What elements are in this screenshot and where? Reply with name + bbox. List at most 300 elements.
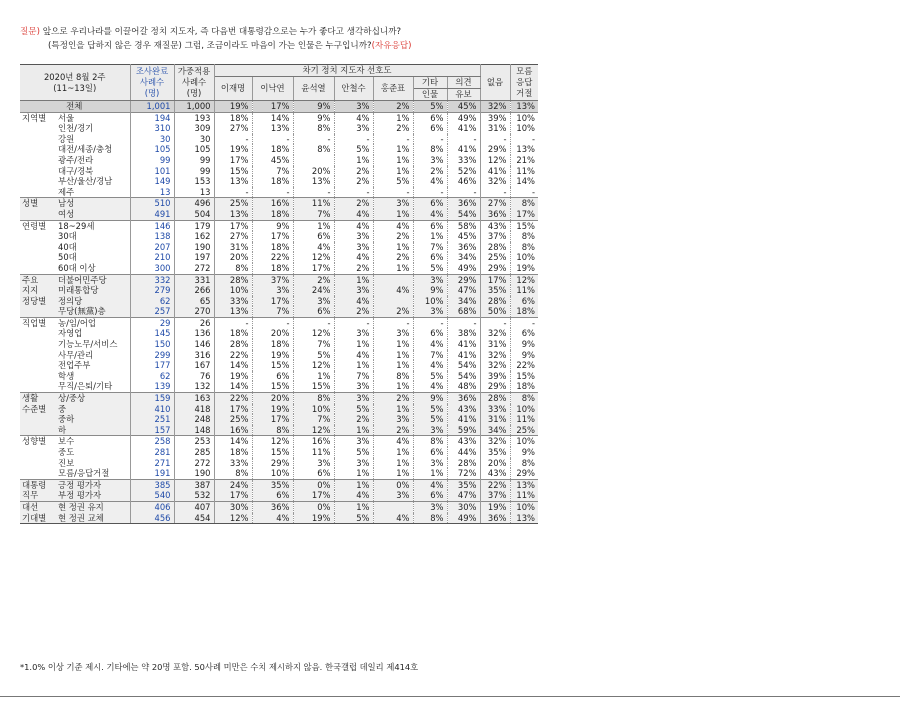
sample-size-cell: 491 [130,209,174,220]
value-cell: 8% [510,198,538,209]
value-cell: 15% [214,166,252,177]
value-cell: 10% [510,112,538,123]
row-group-label [20,328,56,339]
value-cell: 4% [252,513,293,524]
value-cell: 22% [214,393,252,404]
value-cell: 18% [510,306,538,317]
value-cell: 18% [252,176,293,187]
value-cell: 6% [510,328,538,339]
value-cell: 29% [447,274,480,285]
value-cell: 1% [293,220,334,231]
value-cell: 27% [214,123,252,134]
sample-size-cell: 1,001 [130,101,174,113]
weighted-size-cell: 13 [174,187,214,198]
value-cell: 10% [252,468,293,479]
value-cell: 20% [252,328,293,339]
value-cell: 9% [510,339,538,350]
sample-size-cell: 510 [130,198,174,209]
sample-size-cell: 310 [130,123,174,134]
value-cell: 3% [334,328,373,339]
value-cell: - [510,317,538,328]
value-cell: 12% [293,425,334,436]
other-person-header: 기타 [413,77,447,89]
value-cell: 31% [480,414,510,425]
value-cell: 28% [214,274,252,285]
value-cell: 32% [480,176,510,187]
value-cell: 4% [334,252,373,263]
period-label: 2020년 8월 2주 [43,71,106,82]
value-cell: 5% [413,371,447,382]
value-cell: 2% [373,425,413,436]
sample-size-cell: 257 [130,306,174,317]
value-cell: 4% [413,381,447,392]
value-cell: - [214,187,252,198]
row-label: 기능노무/서비스 [58,339,118,350]
weighted-size-cell: 266 [174,285,214,296]
table-row [20,285,538,296]
value-cell: 27% [480,198,510,209]
weighted-size-cell: 146 [174,339,214,350]
row-group-label: 대선 [20,501,56,512]
weighted-size-cell: 270 [174,306,214,317]
value-cell: 4% [334,490,373,501]
value-cell: 2% [293,274,334,285]
value-cell: 8% [293,123,334,134]
row-label: 현 정권 교체 [56,513,130,524]
value-cell: 47% [447,285,480,296]
value-cell: 6% [413,328,447,339]
value-cell: 28% [214,339,252,350]
weighted-size-cell: 148 [174,425,214,436]
value-cell: 5% [413,263,447,274]
value-cell: 4% [373,513,413,524]
value-cell: 14% [214,436,252,447]
row-label: 긍정 평가자 [56,479,130,490]
table-row [20,339,538,350]
value-cell: 6% [413,220,447,231]
weighted-size-cell: 454 [174,513,214,524]
row-group-label: 연령별 [20,220,56,231]
value-cell: 36% [480,513,510,524]
value-cell: 14% [510,176,538,187]
value-cell: 7% [293,209,334,220]
value-cell: 17% [214,490,252,501]
value-cell: 10% [214,285,252,296]
value-cell: 32% [480,101,510,113]
table-row [20,274,538,285]
value-cell: 5% [293,350,334,361]
table-row [20,317,538,328]
value-cell: 2% [334,176,373,187]
value-cell: 8% [413,513,447,524]
value-cell: 54% [447,371,480,382]
value-cell: 46% [447,176,480,187]
value-cell: 19% [510,263,538,274]
value-cell: 10% [510,404,538,415]
value-cell: 1% [334,425,373,436]
row-group-label: 생활 [20,393,56,404]
value-cell: 9% [510,350,538,361]
value-cell: 16% [252,198,293,209]
value-cell: 4% [413,360,447,371]
value-cell: 32% [480,328,510,339]
sample-size-cell: 62 [130,296,174,307]
value-cell [373,274,413,285]
value-cell: 8% [293,144,334,155]
row-label: 여성 [56,209,130,220]
row-group-label [20,155,56,166]
row-group-label [20,360,56,371]
value-cell: 3% [334,231,373,242]
table-row [20,123,538,134]
value-cell: 3% [413,458,447,469]
value-cell: 13% [510,513,538,524]
value-cell: 41% [447,144,480,155]
sample-size-cell: 258 [130,436,174,447]
footnote: *1.0% 이상 기준 제시. 기타에는 약 20명 포함. 50사례 미만은 수치 제시하지 않음. 한국갤럽 데일리 제414호 [20,662,419,672]
value-cell: 35% [480,447,510,458]
value-cell: 43% [480,220,510,231]
weighted-size-cell: 496 [174,198,214,209]
row-label: 중도 [58,447,75,457]
sample-size-cell: 194 [130,112,174,123]
value-cell: 43% [447,404,480,415]
value-cell: 52% [447,166,480,177]
candidate-header: 이재명 [214,77,252,101]
row-group-label [20,458,56,469]
table-row [20,468,538,479]
value-cell: 8% [413,144,447,155]
row-group-label: 기대별 [20,513,56,524]
value-cell: 3% [413,306,447,317]
value-cell: 13% [510,144,538,155]
value-cell: 7% [293,339,334,350]
value-cell: 19% [214,371,252,382]
value-cell: 14% [214,360,252,371]
sample-size-cell: 139 [130,381,174,392]
value-cell: 18% [214,112,252,123]
value-cell: 41% [480,166,510,177]
row-group-label: 성향별 [20,436,56,447]
weighted-size-cell: 163 [174,393,214,404]
table-row [20,263,538,274]
weighted-size-cell: 99 [174,155,214,166]
value-cell: 4% [373,220,413,231]
value-cell: 28% [480,296,510,307]
value-cell: 4% [413,339,447,350]
row-group-label [20,263,56,274]
value-cell: 12% [480,155,510,166]
value-cell: 6% [413,447,447,458]
sample-size-cell: 62 [130,371,174,382]
weighted-size-label: 가중적용 [177,66,211,76]
value-cell: 25% [214,198,252,209]
value-cell: 27% [214,231,252,242]
value-cell: 7% [334,371,373,382]
value-cell: - [293,317,334,328]
value-cell: 6% [413,198,447,209]
value-cell: - [413,134,447,145]
sample-size-cell: 279 [130,285,174,296]
value-cell: 37% [480,490,510,501]
weighted-size-cell: 285 [174,447,214,458]
value-cell: 9% [293,101,334,113]
value-cell: 10% [293,404,334,415]
value-cell: 22% [480,479,510,490]
value-cell: 17% [214,155,252,166]
weighted-size-cell: 30 [174,134,214,145]
row-group-label [20,425,56,436]
sample-size-cell: 105 [130,144,174,155]
value-cell: 1% [373,381,413,392]
value-cell: 29% [480,144,510,155]
row-label: 중하 [56,414,130,425]
value-cell: 8% [373,371,413,382]
value-cell: 0% [293,501,334,512]
value-cell: - [334,317,373,328]
value-cell: 1% [373,350,413,361]
question-line-1 [20,25,880,39]
sample-size-cell: 138 [130,231,174,242]
value-cell: 4% [334,220,373,231]
value-cell: 13% [510,479,538,490]
row-label: 무직/은퇴/기타 [58,381,113,392]
weighted-size-cell: 190 [174,468,214,479]
value-cell: 45% [447,101,480,113]
sample-size-cell: 406 [130,501,174,512]
value-cell: 5% [334,404,373,415]
value-cell: 19% [214,144,252,155]
value-cell: 9% [293,112,334,123]
value-cell: 20% [252,393,293,404]
value-cell: 3% [413,155,447,166]
value-cell: 12% [214,513,252,524]
opinion-reserved-header: 의견 [447,77,480,89]
value-cell: - [373,187,413,198]
row-label: 광주/전라 [58,154,94,165]
value-cell: 6% [413,112,447,123]
value-cell: 6% [252,371,293,382]
value-cell: - [413,317,447,328]
value-cell: 19% [252,404,293,415]
value-cell: 36% [447,198,480,209]
value-cell: 9% [252,220,293,231]
value-cell: 4% [373,285,413,296]
value-cell: 1% [373,242,413,253]
value-cell: 12% [293,328,334,339]
none-header: 없음 [480,65,510,101]
row-label: 전업주부 [58,360,91,371]
row-group-label: 직업별 [20,317,56,328]
value-cell: 5% [413,101,447,113]
row-group-label [20,468,56,479]
table-header [20,65,538,101]
row-group-label [20,414,56,425]
value-cell: 24% [293,285,334,296]
weighted-size-cell: 162 [174,231,214,242]
table-row [20,198,538,209]
value-cell: 37% [252,274,293,285]
row-group-label: 지지 [20,285,56,296]
value-cell: 3% [293,458,334,469]
value-cell: 20% [480,458,510,469]
value-cell: 1% [334,501,373,512]
value-cell: 25% [510,425,538,436]
value-cell: 31% [214,242,252,253]
dk-label-2: 응답 [516,77,533,87]
value-cell: 68% [447,306,480,317]
value-cell: 54% [447,360,480,371]
value-cell: 17% [293,490,334,501]
sample-size-cell: 30 [130,134,174,145]
row-group-label: 대통령 [20,479,56,490]
weighted-size-cell: 316 [174,350,214,361]
table-row [20,436,538,447]
value-cell: 11% [510,490,538,501]
table-row [20,112,538,123]
table-row [20,155,538,166]
sample-size-cell: 207 [130,242,174,253]
row-label: 서울 [56,112,130,123]
value-cell: 17% [214,220,252,231]
value-cell: 45% [252,155,293,166]
row-label: 농/임/어업 [56,317,130,328]
value-cell: 15% [510,220,538,231]
row-label: 보수 [56,436,130,447]
value-cell: 19% [252,350,293,361]
value-cell: 6% [413,252,447,263]
value-cell: 25% [214,414,252,425]
value-cell: 50% [480,306,510,317]
sample-size-cell: 177 [130,360,174,371]
row-label: 부산/울산/경남 [58,176,113,187]
row-label: 40대 [58,241,77,252]
value-cell: 3% [334,242,373,253]
value-cell: 12% [293,252,334,263]
value-cell: - [214,317,252,328]
value-cell: 1% [334,479,373,490]
row-group-label: 지역별 [20,112,56,123]
sample-size-cell: 157 [130,425,174,436]
value-cell: 1% [373,360,413,371]
sample-size-cell: 332 [130,274,174,285]
value-cell: - [334,187,373,198]
value-cell: 41% [447,339,480,350]
sample-size-cell: 540 [130,490,174,501]
table-row [20,328,538,339]
value-cell: 8% [510,242,538,253]
table-row [20,425,538,436]
value-cell: 9% [413,393,447,404]
value-cell: 4% [413,176,447,187]
value-cell: 1% [373,209,413,220]
row-label: 진보 [58,457,75,468]
sample-size-cell: 251 [130,414,174,425]
value-cell: 3% [334,458,373,469]
value-cell: 1% [334,155,373,166]
table-row [20,166,538,177]
value-cell: 39% [480,112,510,123]
value-cell [373,501,413,512]
value-cell: 8% [214,468,252,479]
value-cell: 30% [447,501,480,512]
value-cell: 19% [293,513,334,524]
value-cell: 41% [447,123,480,134]
table-row [20,371,538,382]
value-cell: 45% [447,231,480,242]
value-cell: 33% [214,458,252,469]
table-row [20,414,538,425]
value-cell: 7% [252,166,293,177]
value-cell: 7% [413,350,447,361]
table-row [20,381,538,392]
sample-size-cell: 271 [130,458,174,469]
value-cell: 17% [293,263,334,274]
weighted-size-cell: 387 [174,479,214,490]
value-cell: 16% [214,425,252,436]
row-group-label: 성별 [20,198,56,209]
value-cell: 3% [334,381,373,392]
value-cell: 7% [413,242,447,253]
table-row [20,101,538,113]
weighted-size-cell: 136 [174,328,214,339]
row-group-label [20,252,56,263]
row-group-label [20,447,56,458]
row-group-label [20,144,56,155]
other-person-header-2: 인물 [413,89,447,101]
value-cell: 13% [214,209,252,220]
table-row [20,134,538,145]
sample-size-header [130,65,174,101]
value-cell: 3% [413,425,447,436]
value-cell: 1% [334,468,373,479]
value-cell: 15% [252,447,293,458]
value-cell: 15% [293,381,334,392]
value-cell: 6% [510,296,538,307]
candidate-header: 홍준표 [373,77,413,101]
weighted-size-cell: 272 [174,263,214,274]
value-cell: 14% [214,381,252,392]
value-cell: 3% [334,285,373,296]
value-cell: 18% [214,328,252,339]
value-cell: 6% [293,468,334,479]
value-cell [373,296,413,307]
row-label: 중 [56,404,130,415]
value-cell: 1% [373,144,413,155]
value-cell: 9% [413,285,447,296]
value-cell: 22% [214,350,252,361]
sample-size-cell: 300 [130,263,174,274]
row-group-label [20,371,56,382]
value-cell: 21% [510,155,538,166]
value-cell: 3% [373,328,413,339]
table-row [20,242,538,253]
value-cell: - [510,187,538,198]
table-body [20,101,538,524]
value-cell: - [293,134,334,145]
weighted-size-cell: 418 [174,404,214,415]
table-row [20,360,538,371]
value-cell: 35% [447,479,480,490]
table-row [20,252,538,263]
value-cell: 32% [480,436,510,447]
value-cell: 2% [373,393,413,404]
value-cell: 8% [252,425,293,436]
weighted-size-cell: 331 [174,274,214,285]
row-label: 부정 평가자 [56,490,130,501]
value-cell: 8% [510,458,538,469]
value-cell: 36% [480,209,510,220]
